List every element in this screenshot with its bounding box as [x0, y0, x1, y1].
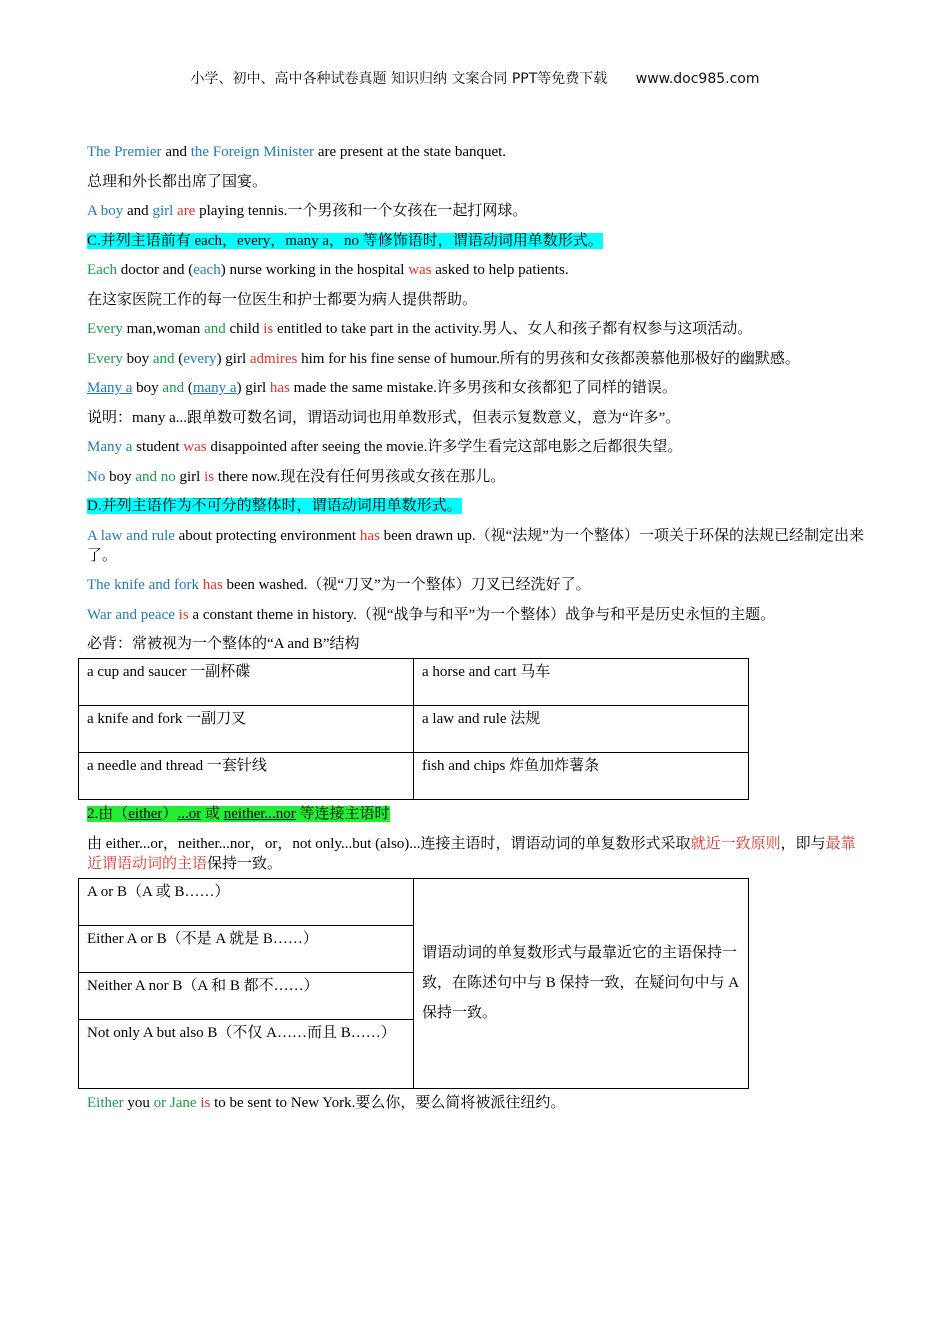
table-cell: a law and rule 法规 — [414, 706, 749, 753]
text: child — [225, 321, 264, 337]
rule-d-heading — [87, 496, 867, 516]
text: girl — [175, 468, 205, 485]
conjunction: and no — [135, 468, 176, 485]
text: boy — [105, 468, 136, 485]
modifier: No — [87, 468, 106, 485]
note: 说明：many a...跟单数可数名词，谓语动词也用单数形式，但表示复数意义，意为“许多”。 — [87, 409, 681, 426]
example-every — [87, 319, 867, 339]
conjunction: and — [152, 350, 175, 367]
document-body — [87, 142, 867, 1122]
modifier: Every — [87, 321, 123, 337]
a-and-b-table — [78, 658, 749, 800]
example-each — [87, 260, 867, 280]
either-or-table — [78, 878, 749, 1089]
highlighted-rule: D.并列主语作为不可分的整体时，谓语动词用单数形式。 — [87, 498, 462, 514]
text: asked to help patients. — [431, 262, 569, 278]
text: made the same mistake.许多男孩和女孩都犯了同样的错误。 — [289, 380, 677, 396]
example-boy-girl — [87, 201, 867, 221]
text: disappointed after seeing the movie.许多学生看完这部电影之后都很失望。 — [206, 439, 683, 455]
subject-1: The Premier — [87, 144, 162, 160]
text: and — [161, 144, 191, 160]
verb: is — [263, 321, 274, 337]
modifier: every — [183, 350, 217, 367]
translation: 总理和外长都出席了国宴。 — [87, 173, 268, 190]
verb: is — [200, 1094, 211, 1111]
example-many-a-student — [87, 437, 867, 457]
example-either-you — [87, 1093, 867, 1113]
example-war-peace — [87, 605, 867, 625]
table-cell: a horse and cart 马车 — [414, 659, 749, 706]
heading-part: 或 — [201, 806, 224, 822]
heading-part: ...or — [177, 806, 202, 822]
verb: are — [177, 203, 196, 219]
memorize-heading: 必背：常被视为一个整体的“A and B”结构 — [87, 636, 360, 652]
table-cell: fish and chips 炸鱼加炸薯条 — [414, 753, 749, 800]
text: entitled to take part in the activity.男人、女人和孩子都有权参与这项活动。 — [273, 321, 753, 337]
table-row — [79, 878, 749, 925]
modifier: many a — [192, 380, 237, 396]
text: ) nurse working in the hospital — [220, 262, 409, 278]
conjunction: and — [204, 321, 226, 337]
table-cell: a needle and thread 一套针线 — [79, 753, 414, 800]
table-cell: Neither A nor B（A 和 B 都不……） — [79, 972, 414, 1019]
subject: A law and rule — [87, 527, 175, 544]
heading-part: neither...nor — [223, 806, 296, 822]
subject-1: A boy — [87, 203, 124, 219]
text: to be sent to New York.要么你，要么简将被派往纽约。 — [210, 1094, 566, 1111]
table-cell: a cup and saucer 一副杯碟 — [79, 659, 414, 706]
example-no-boy — [87, 467, 867, 487]
table-cell: Not only A but also B（不仅 A……而且 B……） — [79, 1019, 414, 1088]
text: ) girl — [216, 350, 250, 367]
example-law-and-rule — [87, 526, 867, 566]
text: ( — [184, 380, 193, 396]
text: been washed.（视“刀叉”为一个整体）刀叉已经洗好了。 — [222, 577, 591, 593]
example-many-a — [87, 378, 867, 398]
table-cell: a knife and fork 一副刀叉 — [79, 706, 414, 753]
modifier: Many a — [87, 380, 133, 396]
heading-part: 2.由（ — [87, 806, 129, 822]
table-cell: A or B（A 或 B……） — [79, 878, 414, 925]
text: you — [123, 1094, 154, 1111]
translation: 在这家医院工作的每一位医生和护士都要为病人提供帮助。 — [87, 291, 478, 308]
table-row — [79, 659, 749, 706]
modifier: each — [193, 262, 221, 278]
subject: War and peace — [87, 606, 175, 623]
text: boy — [132, 380, 163, 396]
text: 由 either...or，neither...nor，or，not only...but (also)...连接主语时，谓语动词的单复数形式采取 — [87, 835, 691, 852]
text: about protecting environment — [174, 527, 360, 544]
verb: was — [183, 439, 207, 455]
modifier: Every — [87, 350, 123, 367]
verb: has — [202, 577, 223, 593]
table-row — [79, 753, 749, 800]
text: 保持一致。 — [207, 855, 283, 872]
text: been drawn up.（视“法规”为一个整体）一项关于环保的法规已经制定出来了。 — [87, 527, 864, 564]
header-text: 小学、初中、高中各种试卷真题 知识归纳 文案合同 PPT等免费下载 — [190, 71, 608, 87]
modifier: Many a — [87, 439, 133, 455]
text: him for his fine sense of humour.所有的男孩和女孩都羡慕他那极好的幽默感。 — [297, 350, 800, 367]
table-cell-explanation: 谓语动词的单复数形式与最靠近它的主语保持一致，在陈述句中与 B 保持一致，在疑问句中与 A 保持一致。 — [414, 878, 749, 1088]
text: ，即与 — [780, 835, 826, 852]
text: ( — [174, 350, 184, 367]
conjunction: Either — [87, 1094, 124, 1111]
text: boy — [122, 350, 153, 367]
section-2-heading — [87, 804, 867, 824]
example-knife-fork — [87, 575, 867, 595]
rule-c-heading — [87, 231, 867, 251]
text: are present at the state banquet. — [314, 144, 507, 160]
text: a constant theme in history.（视“战争与和平”为一个整体）战争与和平是历史永恒的主题。 — [188, 606, 776, 623]
text: student — [132, 439, 184, 455]
key-term: 就近一致原则 — [690, 835, 781, 852]
verb: has — [269, 380, 290, 396]
verb: is — [204, 468, 215, 485]
verb: has — [359, 527, 380, 544]
header-url[interactable]: www.doc985.com — [635, 71, 760, 87]
text: ) girl — [236, 380, 270, 396]
heading-part: 等连接主语时 — [295, 806, 390, 822]
heading-part: either — [128, 806, 163, 822]
verb: was — [408, 262, 432, 278]
table-row — [79, 706, 749, 753]
example-premier — [87, 142, 867, 162]
text: there now.现在没有任何男孩或女孩在那儿。 — [214, 468, 506, 485]
text: doctor and ( — [116, 262, 194, 278]
proximity-rule — [87, 834, 867, 874]
subject-2: girl — [152, 203, 174, 219]
highlighted-rule: C.并列主语前有 each，every，many a，no 等修饰语时，谓语动词用单数形式。 — [87, 232, 603, 249]
text: playing tennis.一个男孩和一个女孩在一起打网球。 — [195, 203, 528, 219]
text: man,woman — [122, 321, 205, 337]
subject-2: the Foreign Minister — [190, 144, 315, 160]
heading-part: ） — [162, 806, 178, 822]
modifier: Each — [87, 262, 117, 278]
example-every-boy — [87, 349, 867, 369]
subject: The knife and fork — [87, 577, 200, 593]
conjunction: or Jane — [153, 1094, 197, 1111]
key-term: 最靠近谓语动词的主语 — [87, 835, 856, 872]
verb: admires — [249, 350, 298, 367]
conjunction: and — [162, 380, 185, 396]
text: and — [123, 203, 153, 219]
table-cell: Either A or B（不是 A 就是 B……） — [79, 925, 414, 972]
verb: is — [178, 606, 189, 623]
page-header — [0, 68, 950, 88]
